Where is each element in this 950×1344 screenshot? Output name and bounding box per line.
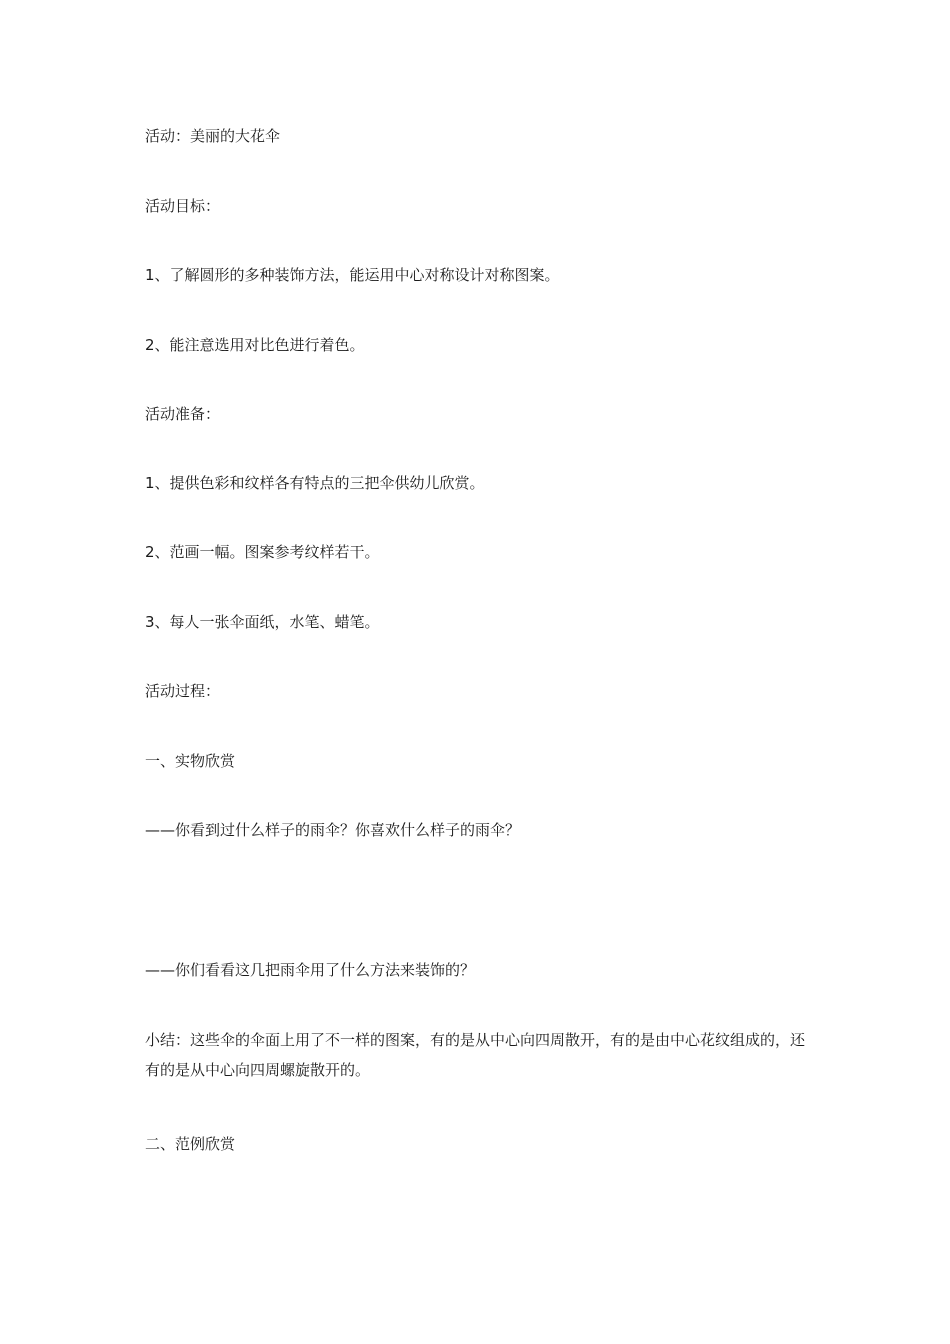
activity-title: 活动：美丽的大花伞 (145, 127, 281, 145)
section-heading-goals: 活动目标： (145, 197, 221, 215)
goal-item-1: 1、了解圆形的多种装饰方法，能运用中心对称设计对称图案。 (145, 266, 560, 284)
question-1: ——你看到过什么样子的雨伞？你喜欢什么样子的雨伞？ (145, 821, 521, 839)
goal-item-2: 2、能注意选用对比色进行着色。 (145, 336, 365, 354)
section-heading-process: 活动过程： (145, 682, 221, 700)
preparation-item-3: 3、每人一张伞面纸，水笔、蜡笔。 (145, 613, 380, 631)
summary-paragraph: 小结：这些伞的伞面上用了不一样的图案，有的是从中心向四周散开，有的是由中心花纹组成的，还有的是从中心向四周螺旋散开的。 (145, 1031, 806, 1079)
process-step-1-heading: 一、实物欣赏 (145, 752, 236, 770)
preparation-item-1: 1、提供色彩和纹样各有特点的三把伞供幼儿欣赏。 (145, 474, 485, 492)
preparation-item-2: 2、范画一幅。图案参考纹样若干。 (145, 543, 380, 561)
question-2: ——你们看看这几把雨伞用了什么方法来装饰的？ (145, 961, 476, 979)
section-heading-preparation: 活动准备： (145, 405, 221, 423)
process-step-2-heading: 二、范例欣赏 (145, 1135, 236, 1153)
